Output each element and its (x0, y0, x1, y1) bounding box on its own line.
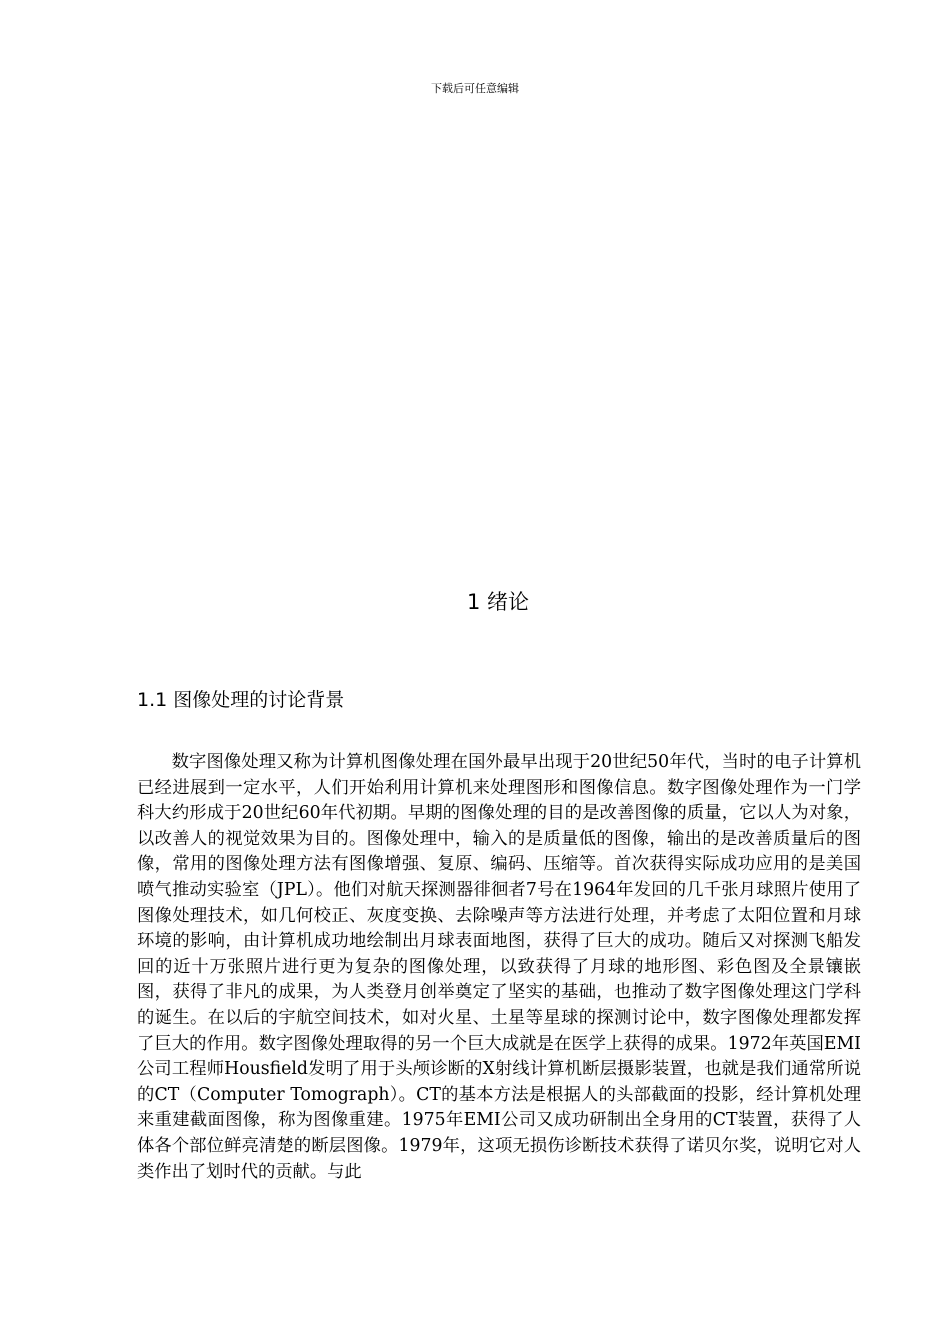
chapter-title: 1 绪论 (466, 590, 530, 614)
body-paragraph: 数字图像处理又称为计算机图像处理在国外最早出现于20世纪50年代，当时的电子计算机已经进展到一定水平，人们开始利用计算机来处理图形和图像信息。数字图像处理作为一门学科大约形成于20世纪60年代初期。早期的图像处理的目的是改善图像的质量，它以人为对象，以改善人的视觉效果为目的。图像处理中，输入的是质量低的图像，输出的是改善质量后的图像，常用的图像处理方法有图像增强、复原、编码、压缩等。首次获得实际成功应用的是美国喷气推动实验室（JPL）。他们对航天探测器徘徊者7号在1964年发回的几千张月球照片使用了图像处理技术，如几何校正、灰度变换、去除噪声等方法进行处理，并考虑了太阳位置和月球环境的影响，由计算机成功地绘制出月球表面地图，获得了巨大的成功。随后又对探测飞船发回的近十万张照片进行更为复杂的图像处理，以致获得了月球的地形图、彩色图及全景镶嵌图，获得了非凡的成果，为人类登月创举奠定了坚实的基础，也推动了数字图像处理这门学科的诞生。在以后的宇航空间技术，如对火星、土星等星球的探测讨论中，数字图像处理都发挥了巨大的作用。数字图像处理取得的另一个巨大成就是在医学上获得的成果。1972年英国EMI公司工程师Housfield发明了用于头颅诊断的X射线计算机断层摄影装置，也就是我们通常所说的CT（Computer Tomograph）。CT的基本方法是根据人的头部截面的投影，经计算机处理来重建截面图像，称为图像重建。1975年EMI公司又成功研制出全身用的CT装置，获得了人体各个部位鲜亮清楚的断层图像。1979年，这项无损伤诊断技术获得了诺贝尔奖，说明它对人类作出了划时代的贡献。与此 (137, 752, 861, 1182)
section-title: 1.1 图像处理的讨论背景 (137, 689, 345, 711)
header-note: 下载后可任意编辑 (431, 82, 519, 95)
